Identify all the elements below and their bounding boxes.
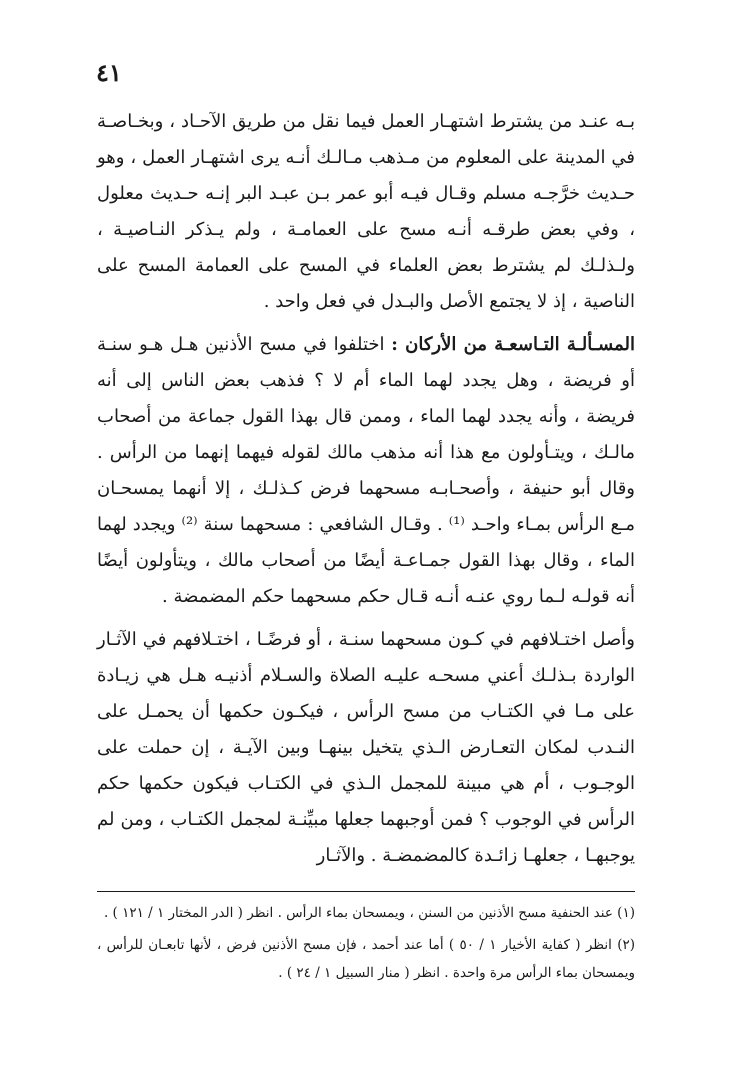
issue-heading: المسـألـة التـاسعـة من الأركان : (391, 334, 635, 355)
body-text (97, 104, 635, 874)
footnote: (١) عند الحنفية مسح الأذنين من السنن ، ويمسحان بماء الرأس . انظر ( الدر المختار ١ / ١٢١ ) . (103, 905, 635, 921)
footnotes (97, 899, 635, 987)
page-number: ٤١ (96, 58, 122, 87)
footnote-divider (97, 891, 635, 892)
paragraph: بـه عنـد من يشترط اشتهـار العمل فيما نقل من طريق الآحـاد ، وبخـاصـة في المدينة على المعلوم من مـذهب مـالـك أنـه يرى اشتهـار العمل ، وهو حـديث خرَّجـه مسلم وقـال فيـه أبو عمر بـن عبـد البر إنـه حـديث معلول ، وفي بعض طرقـه أنـه مسح على العمامـة ، ولم يـذكر النـاصيـة ، ولـذلـك لم يشترط بعض العلماء في المسح على العمامة المسح على الناصية ، إذ لا يجتمع الأصل والبـدل في فعل واحد . (97, 111, 635, 312)
paragraph (97, 327, 635, 615)
footnote: (٢) انظر ( كفاية الأخيار ١ / ٥٠ ) أما عند أحمد ، فإن مسح الأذنين فرض ، لأنها تابعـان للرأس ، ويمسحان بماء الرأس مرة واحدة . انظر ( منار السبيل ١ / ٢٤ ) . (97, 937, 636, 981)
paragraph-text: اختلفوا في مسح الأذنين هـل هـو سنـة أو فريضة ، وهل يجدد لهما الماء أم لا ؟ فذهب بعض الناس إلى أنه فريضة ، وأنه يجدد لهما الماء ، وممن قال بهذا القول جماعة من أصحاب مالـك ، ويتـأولون مع هذا أنه مذهب مالك لقوله فيهما إنهما من الرأس . وقال أبو حنيفة ، وأصحـابـه مسحهما فرض كـذلـك ، إلا أنهما يمسحـان مـع الرأس بمـاء واحـد ⁽¹⁾ . وقـال الشافعي : مسحهما سنة ⁽²⁾ ويجدد لهما الماء ، وقال بهذا القول جمـاعـة أيضًا من أصحاب مالك ، ويتأولون أيضًا أنه قولـه لـما روي عنـه أنـه قـال حكم مسحهما حكم المضمضة . (97, 334, 635, 607)
paragraph: وأصل اختـلافهم في كـون مسحهما سنـة ، أو فرضًـا ، اختـلافهم في الآثـار الواردة بـذلـك أعني مسحـه عليـه الصلاة والسـلام أذنيـه هـل هي زيـادة على مـا في الكتـاب من مسح الرأس ، فيكـون حكمها أن يحمـل على النـدب لمكان التعـارض الـذي يتخيل بينهـا وبين الآيـة ، إن حملت على الوجـوب ، أم هي مبينة للمجمل الـذي في الكتـاب فيكون حكمها حكم الرأس في الوجوب ؟ فمن أوجبهما جعلها مبيِّنـة لمجمل الكتـاب ، ومن لم يوجبهـا ، جعلهـا زائـدة كالمضمضـة . والآثـار (97, 629, 635, 866)
